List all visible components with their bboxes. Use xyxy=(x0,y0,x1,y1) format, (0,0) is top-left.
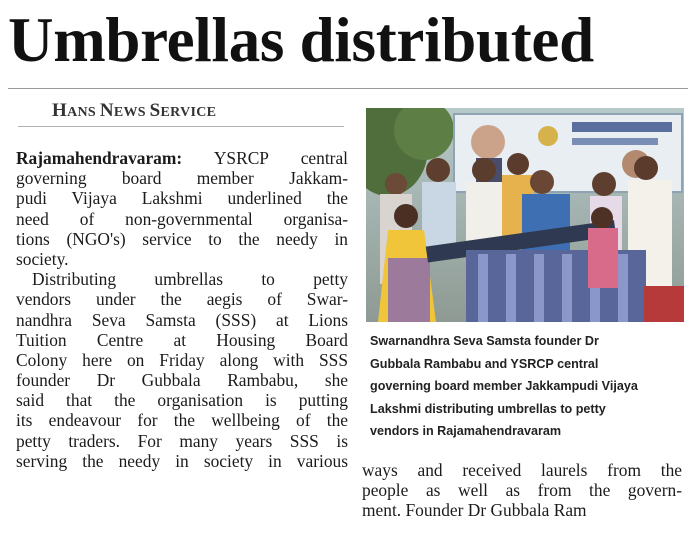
dateline: Rajamahendravaram: xyxy=(16,148,183,168)
article-line xyxy=(16,148,348,168)
byline-rule xyxy=(18,126,344,127)
article-line: people as well as from the govern- xyxy=(362,480,682,501)
caption-line: Swarnandhra Seva Samsta founder Dr xyxy=(370,334,599,348)
article-line: tions (NGO's) service to the needy in xyxy=(16,228,348,249)
article-line: vendors under the aegis of Swar- xyxy=(16,289,348,310)
article-line: Colony here on Friday along with SSS xyxy=(16,349,348,370)
byline-letter: H xyxy=(52,100,68,121)
byline-text: ERVICE xyxy=(160,105,217,120)
caption-line: governing board member Jakkampudi Vijaya xyxy=(370,379,638,394)
article-line: founder Dr Gubbala Rambabu, she xyxy=(16,370,348,391)
article-line: Tuition Centre at Housing Board xyxy=(16,329,348,350)
byline-letter: S xyxy=(149,100,161,121)
article-line: Distributing umbrellas to petty xyxy=(32,269,348,290)
headline-rule xyxy=(8,88,688,89)
caption-line: vendors in Rajamahendravaram xyxy=(370,424,562,439)
article-line: need of non-governmental organisa- xyxy=(16,208,348,229)
article-line: serving the needy in society in various xyxy=(16,450,348,471)
byline xyxy=(52,100,216,122)
article-line: governing board member Jakkam- xyxy=(16,168,348,189)
article-line: its endeavour for the wellbeing of the xyxy=(16,410,348,431)
headline: Umbrellas distributed xyxy=(8,5,594,75)
photo-illustration xyxy=(366,108,684,322)
news-photo xyxy=(366,108,684,322)
byline-letter: N xyxy=(99,100,114,121)
byline-text: ANS xyxy=(67,105,100,120)
article-line: petty traders. For many years SSS is xyxy=(16,430,348,451)
caption-line: Lakshmi distributing umbrellas to petty xyxy=(370,401,606,416)
article-line: nandhra Seva Samsta (SSS) at Lions xyxy=(16,309,348,330)
article-line: ways and received laurels from the xyxy=(362,460,682,480)
article-line: said that the organisation is putting xyxy=(16,390,348,411)
article-column-left xyxy=(16,148,348,471)
caption-line: Gubbala Rambabu and YSRCP central xyxy=(370,356,599,371)
article-line: pudi Vijaya Lakshmi underlined the xyxy=(16,188,348,209)
article-column-right xyxy=(362,460,682,521)
article-line-text: YSRCP central xyxy=(182,148,348,168)
article-line: ment. Founder Dr Gubbala Ram xyxy=(362,500,587,521)
photo-caption xyxy=(370,330,680,443)
byline-text: EWS xyxy=(113,105,150,120)
article-line: society. xyxy=(16,248,69,269)
